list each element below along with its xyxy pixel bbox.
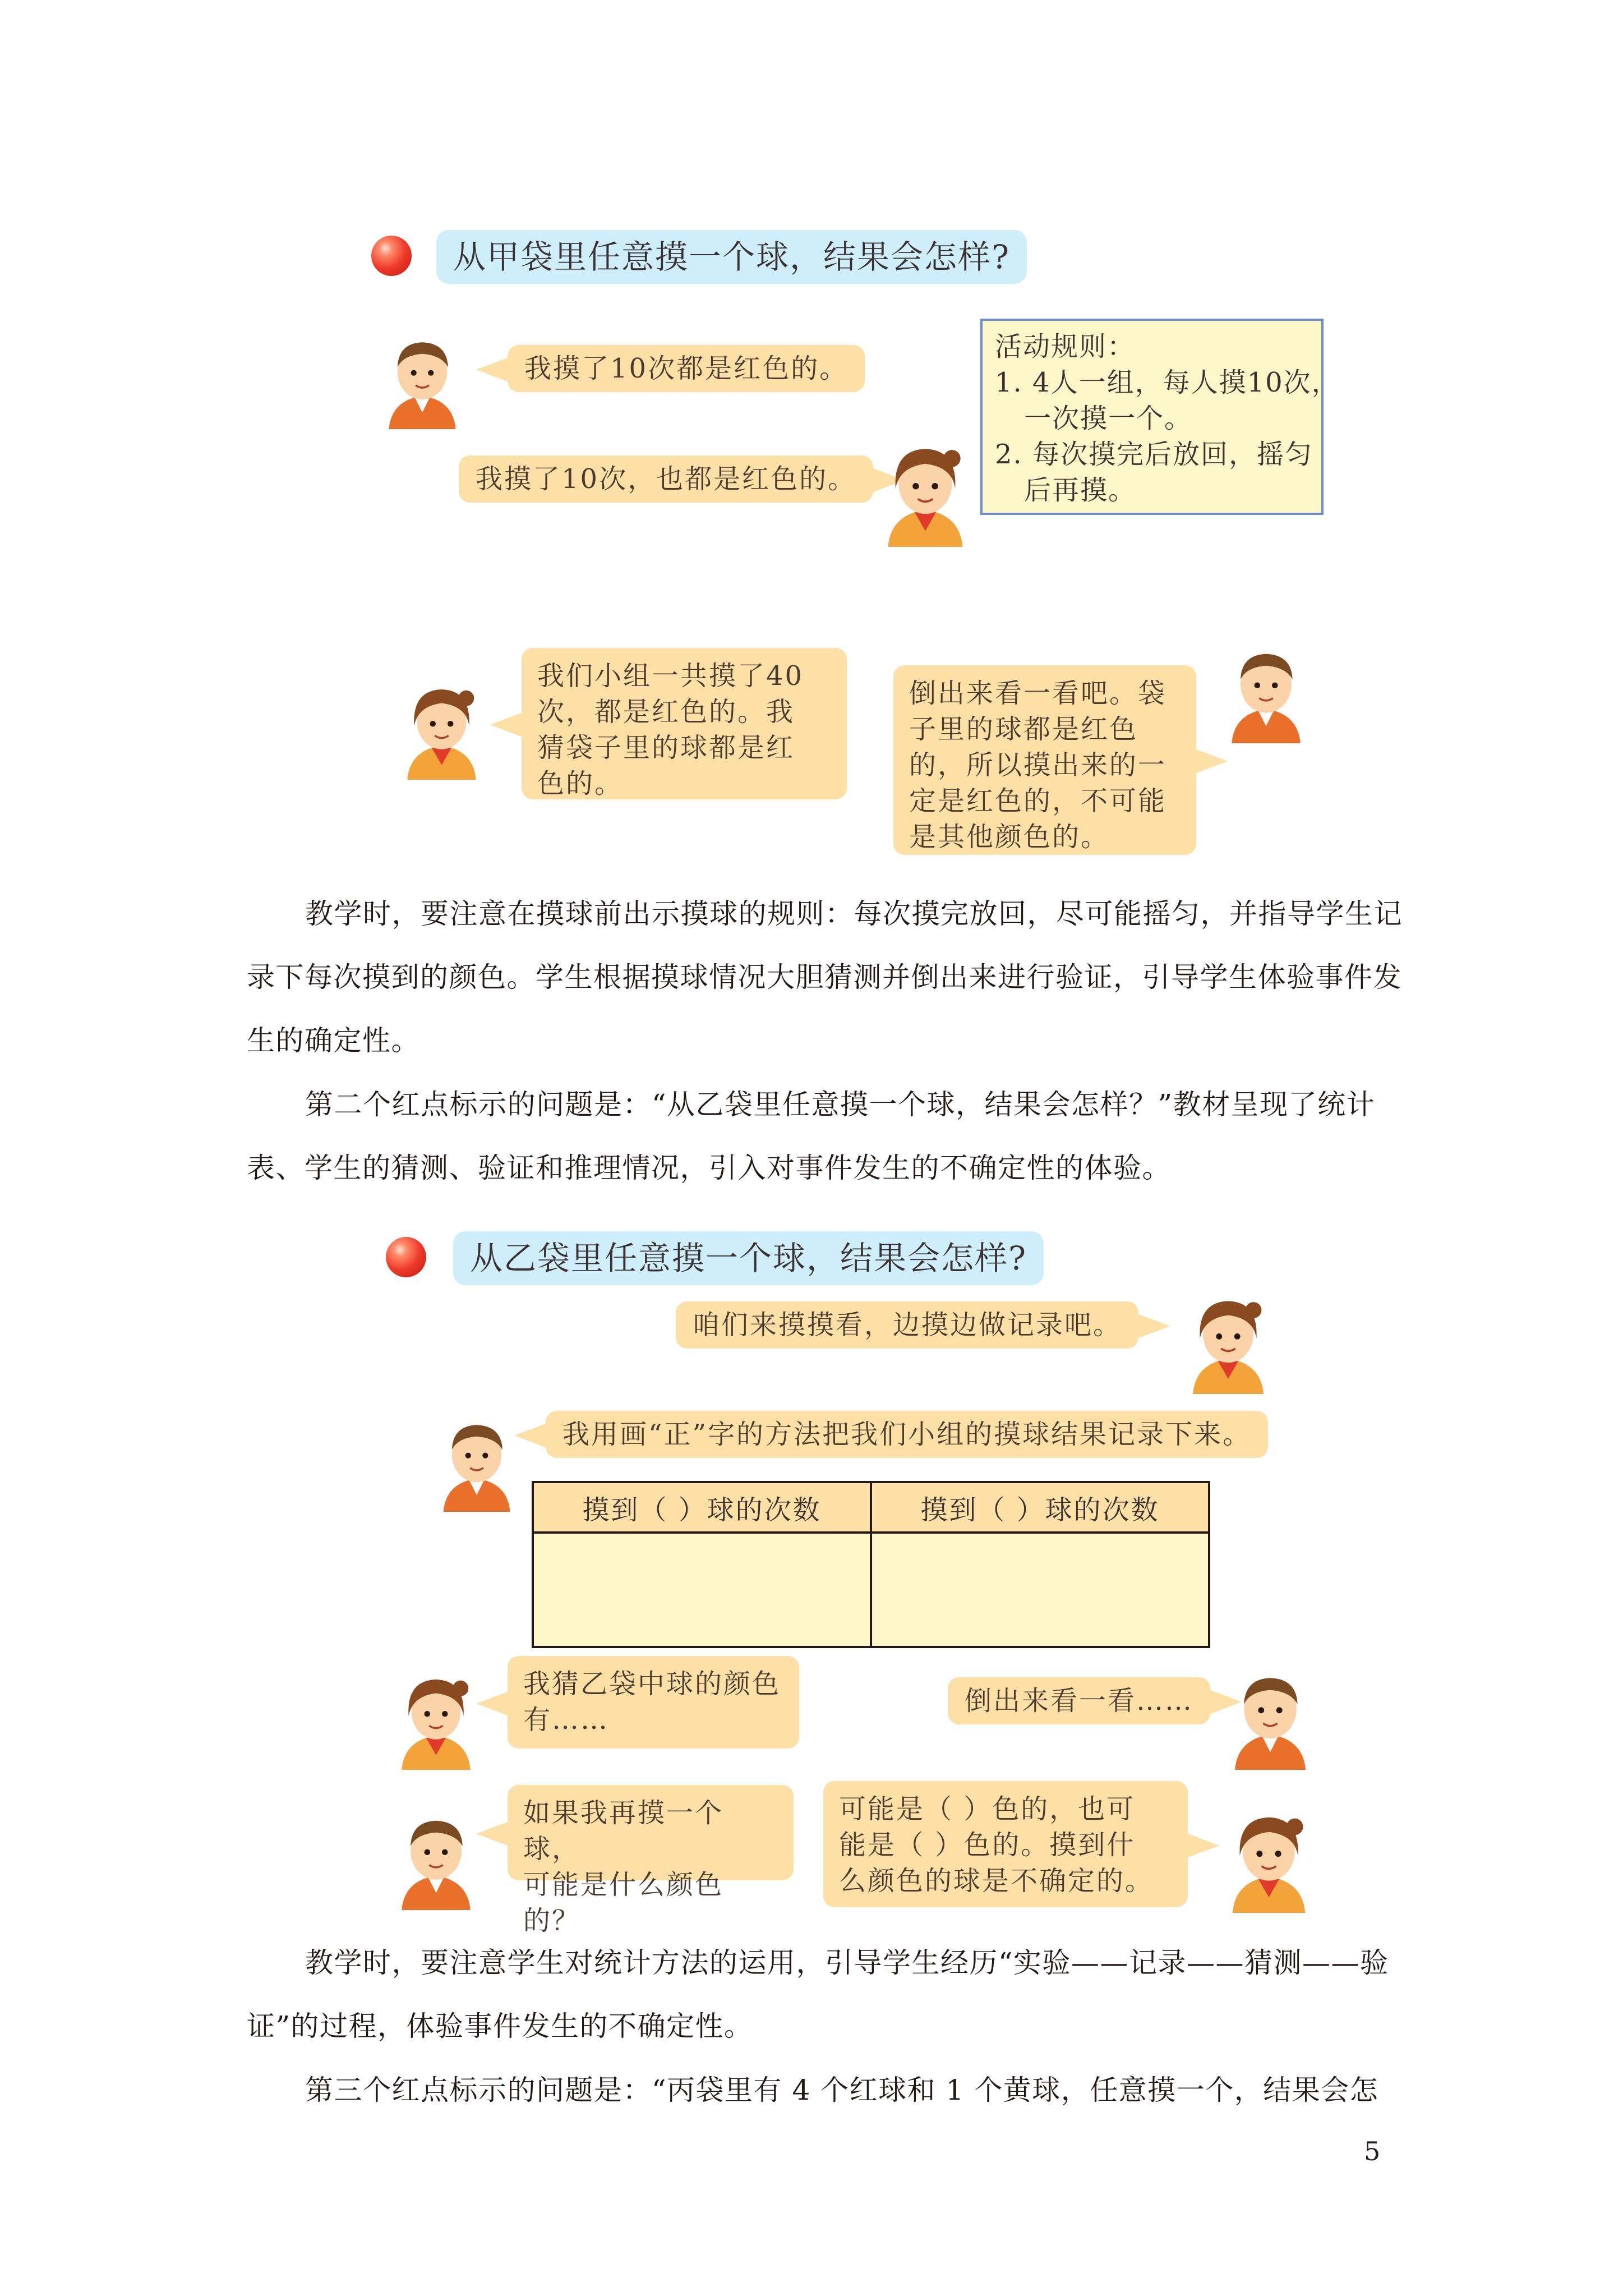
- girl-speech-bubble-2: 咱们来摸摸看，边摸边做记录吧。: [676, 1301, 1138, 1349]
- boy2-illustration-2: [1220, 1666, 1321, 1773]
- bubble-line: 倒出来看一看吧。袋: [909, 678, 1167, 709]
- girl2-speech-bubble: [522, 648, 847, 799]
- girl-illustration: [872, 438, 979, 550]
- bubble-line: 猜袋子里的球都是红: [537, 732, 795, 763]
- body-paragraph-line: 生的确定性。: [247, 1024, 420, 1057]
- girl2-illustration: [393, 679, 491, 783]
- question-bar-2: 从乙袋里任意摸一个球，结果会怎样?: [453, 1231, 1044, 1285]
- boy-speech-bubble-2: 我用画“正”字的方法把我们小组的摸球结果记录下来。: [546, 1411, 1268, 1458]
- rules-line: 1. 4人一组，每人摸10次，: [995, 367, 1340, 398]
- girl-speech-bubble: 我摸了10次，也都是红色的。: [459, 455, 873, 503]
- question-bar-1: 从甲袋里任意摸一个球，结果会怎样?: [436, 230, 1027, 284]
- bubble-line: 我猜乙袋中球的颜色: [523, 1668, 781, 1700]
- bubble-line: 子里的球都是红色: [909, 714, 1138, 745]
- body-paragraph-line: 第三个红点标示的问题是：“丙袋里有 4 个红球和 1 个黄球，任意摸一个，结果会怎: [305, 2074, 1379, 2106]
- bubble-line: 能是（ ）色的。摸到什: [839, 1829, 1136, 1861]
- bubble-line: 次，都是红色的。我: [537, 696, 795, 728]
- rules-line: 后再摸。: [1024, 475, 1137, 506]
- boy-illustration: [375, 331, 470, 432]
- boy2-speech-bubble-2: 倒出来看一看……: [948, 1677, 1210, 1724]
- body-paragraph-line: 教学时，要注意在摸球前出示摸球的规则：每次摸完放回，尽可能摇匀，并指导学生记: [305, 898, 1403, 930]
- boy3-speech-bubble: [508, 1785, 794, 1936]
- bubble-line: 有……: [523, 1704, 610, 1736]
- body-paragraph-line: 第二个红点标示的问题是：“从乙袋里任意摸一个球，结果会怎样？”教材呈现了统计: [305, 1088, 1376, 1121]
- red-dot-icon: [371, 236, 412, 276]
- girl3-speech-bubble: [823, 1781, 1188, 1907]
- boy3-illustration: [387, 1809, 485, 1913]
- red-dot-icon: [386, 1237, 426, 1277]
- boy2-illustration: [1217, 642, 1315, 746]
- body-paragraph-line: 证”的过程，体验事件发生的不确定性。: [247, 2010, 753, 2042]
- rules-line: 2. 每次摸完后放回，摇匀: [995, 439, 1313, 470]
- bubble-line: 我们小组一共摸了40: [537, 660, 804, 692]
- body-paragraph-line: 表、学生的猜测、验证和推理情况，引入对事件发生的不确定性的体验。: [247, 1152, 1171, 1184]
- tally-table: [532, 1481, 1210, 1648]
- table-cell: [533, 1533, 871, 1647]
- bubble-line: 如果我再摸一个球，: [523, 1797, 724, 1865]
- boy-speech-bubble: 我摸了10次都是红色的。: [508, 345, 865, 392]
- bubble-line: 定是红色的，不可能: [909, 785, 1167, 817]
- rules-title: 活动规则：: [995, 331, 1136, 362]
- boy-illustration-2: [429, 1414, 524, 1515]
- table-cell: [871, 1533, 1209, 1647]
- body-paragraph-line: 录下每次摸到的颜色。学生根据摸球情况大胆猜测并倒出来进行验证，引导学生体验事件发: [247, 961, 1402, 993]
- bubble-line: 可能是什么颜色的？: [523, 1869, 724, 1936]
- girl2-speech-bubble-2: [508, 1656, 799, 1749]
- bubble-line: 么颜色的球是不确定的。: [839, 1865, 1154, 1897]
- rules-line: 一次摸一个。: [1024, 403, 1193, 434]
- bubble-line: 是其他颜色的。: [909, 821, 1110, 853]
- bubble-line: 色的。: [537, 768, 624, 799]
- bubble-line: 可能是（ ）色的，也可: [839, 1793, 1136, 1825]
- table-header: 摸到（ ）球的次数: [533, 1482, 871, 1533]
- bubble-line: 的，所以摸出来的一: [909, 749, 1167, 781]
- girl3-illustration: [1217, 1806, 1321, 1916]
- girl2-illustration-2: [387, 1669, 485, 1773]
- body-paragraph-line: 教学时，要注意学生对统计方法的运用，引导学生经历“实验——记录——猜测——验: [305, 1947, 1389, 1979]
- boy2-speech-bubble: [893, 665, 1196, 855]
- page-number: 5: [1364, 2136, 1381, 2166]
- girl-illustration-2: [1178, 1290, 1279, 1397]
- activity-rules-box: [980, 319, 1340, 515]
- table-header: 摸到（ ）球的次数: [871, 1482, 1209, 1533]
